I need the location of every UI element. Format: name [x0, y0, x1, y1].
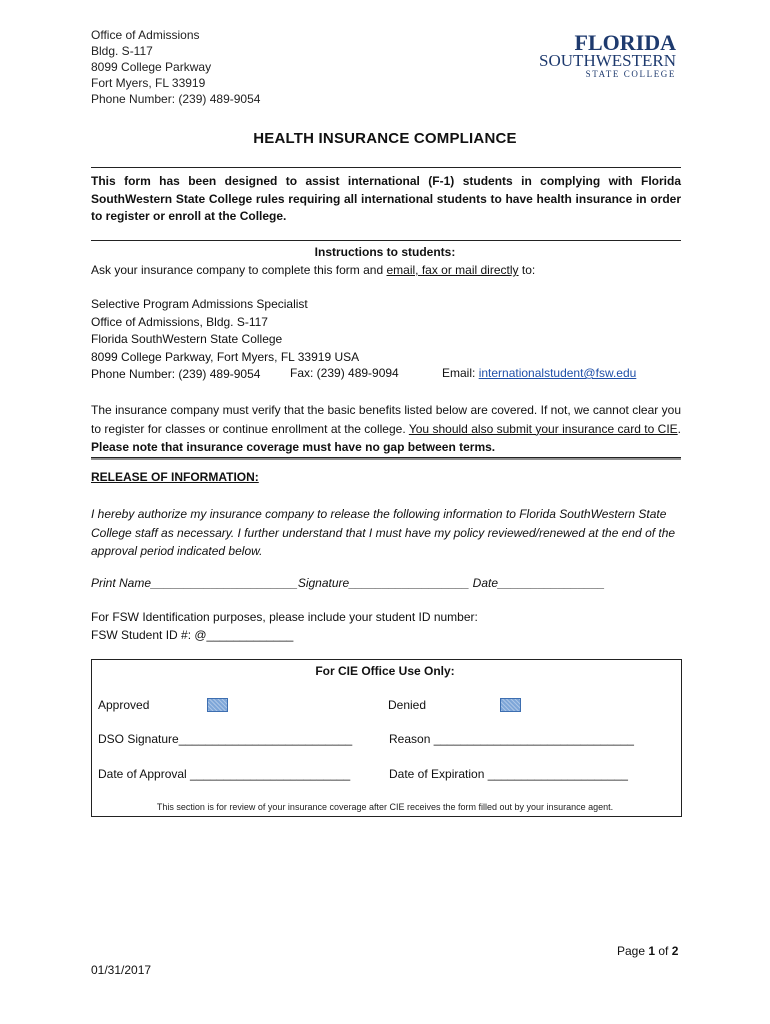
address-line: Office of Admissions: [91, 28, 200, 42]
contact-line: 8099 College Parkway, Fort Myers, FL 33919 USA: [91, 349, 360, 364]
student-id-field[interactable]: FSW Student ID #: @_____________: [91, 628, 294, 642]
logo-line3: STATE COLLEGE: [585, 69, 676, 79]
date-of-expiration-field[interactable]: Date of Expiration _____________________: [389, 767, 628, 781]
page-title: HEALTH INSURANCE COMPLIANCE: [253, 130, 517, 147]
contact-line: Florida SouthWestern State College: [91, 332, 283, 346]
cie-title: For CIE Office Use Only:: [315, 664, 455, 678]
intro-divider: [91, 240, 681, 241]
address-line: Phone Number: (239) 489-9054: [91, 92, 261, 106]
instructions-text: [91, 263, 535, 277]
page-prefix: Page: [617, 944, 649, 958]
verify-insurance-card-note: You should also submit your insurance card to CIE: [408, 421, 678, 436]
verify-no-gap-note: Please note that insurance coverage must have no gap between terms.: [91, 440, 496, 454]
logo-line2: SOUTHWESTERN: [539, 51, 676, 70]
page-number: [617, 944, 678, 958]
contact-line: Office of Admissions, Bldg. S-117: [91, 314, 268, 329]
approved-checkbox[interactable]: [207, 698, 228, 712]
logo-line1: FLORIDA: [574, 30, 676, 55]
instructions-delivery-methods: email, fax or mail directly: [386, 263, 519, 277]
cie-note: This section is for review of your insurance coverage after CIE receives the form filled out by your insurance agent.: [156, 802, 614, 812]
verify-divider: [91, 457, 681, 458]
contact-email: [442, 366, 636, 380]
date-of-approval-field[interactable]: Date of Approval ________________________: [98, 767, 351, 781]
denied-checkbox[interactable]: [500, 698, 521, 712]
verify-paragraph: [91, 401, 681, 457]
contact-phone: Phone Number: (239) 489-9054: [91, 367, 261, 381]
document-date: 01/31/2017: [91, 963, 152, 977]
email-label: Email:: [442, 366, 479, 380]
office-address: [91, 27, 260, 107]
instructions-prefix: Ask your insurance company to complete this form and: [91, 263, 387, 277]
address-line: Bldg. S-117: [91, 44, 153, 58]
page-current: 1: [648, 944, 656, 958]
instructions-heading: Instructions to students:: [314, 245, 456, 259]
verify-text: The insurance company must verify that the basic benefits listed below are covered. If not, we cannot clear you to register for classes or continue enrollment at the college.: [91, 403, 681, 436]
denied-label: Denied: [388, 698, 427, 712]
dso-signature-field[interactable]: DSO Signature__________________________: [98, 732, 353, 746]
page-of: of: [655, 944, 672, 958]
reason-field[interactable]: Reason ______________________________: [389, 732, 634, 746]
approved-label: Approved: [98, 698, 150, 712]
verify-period: .: [677, 421, 682, 436]
email-link[interactable]: internationalstudent@fsw.edu: [478, 366, 637, 380]
address-line: 8099 College Parkway: [91, 60, 212, 74]
contact-fax: Fax: (239) 489-9094: [290, 366, 399, 380]
signature-fields[interactable]: Print Name______________________Signature__________________ Date________________: [91, 576, 605, 590]
title-divider: [91, 167, 681, 168]
college-logo: [528, 30, 678, 80]
intro-paragraph: This form has been designed to assist international (F-1) students in complying with Florida SouthWestern State College rules requiring all international students to have health insurance in order to register or enroll at the College.: [91, 174, 681, 223]
student-id-instruction: For FSW Identification purposes, please include your student ID number:: [91, 610, 478, 624]
authorization-paragraph: I hereby authorize my insurance company to release the following information to Florida SouthWestern State College staff as necessary. I further understand that I must have my policy reviewed/renewed at the end of the approval period indicated below.: [91, 507, 676, 558]
instructions-suffix: to:: [518, 263, 536, 277]
page-total: 2: [671, 944, 679, 958]
contact-line: Selective Program Admissions Specialist: [91, 297, 308, 311]
release-heading: RELEASE OF INFORMATION:: [91, 470, 259, 484]
address-line: Fort Myers, FL 33919: [91, 76, 206, 90]
